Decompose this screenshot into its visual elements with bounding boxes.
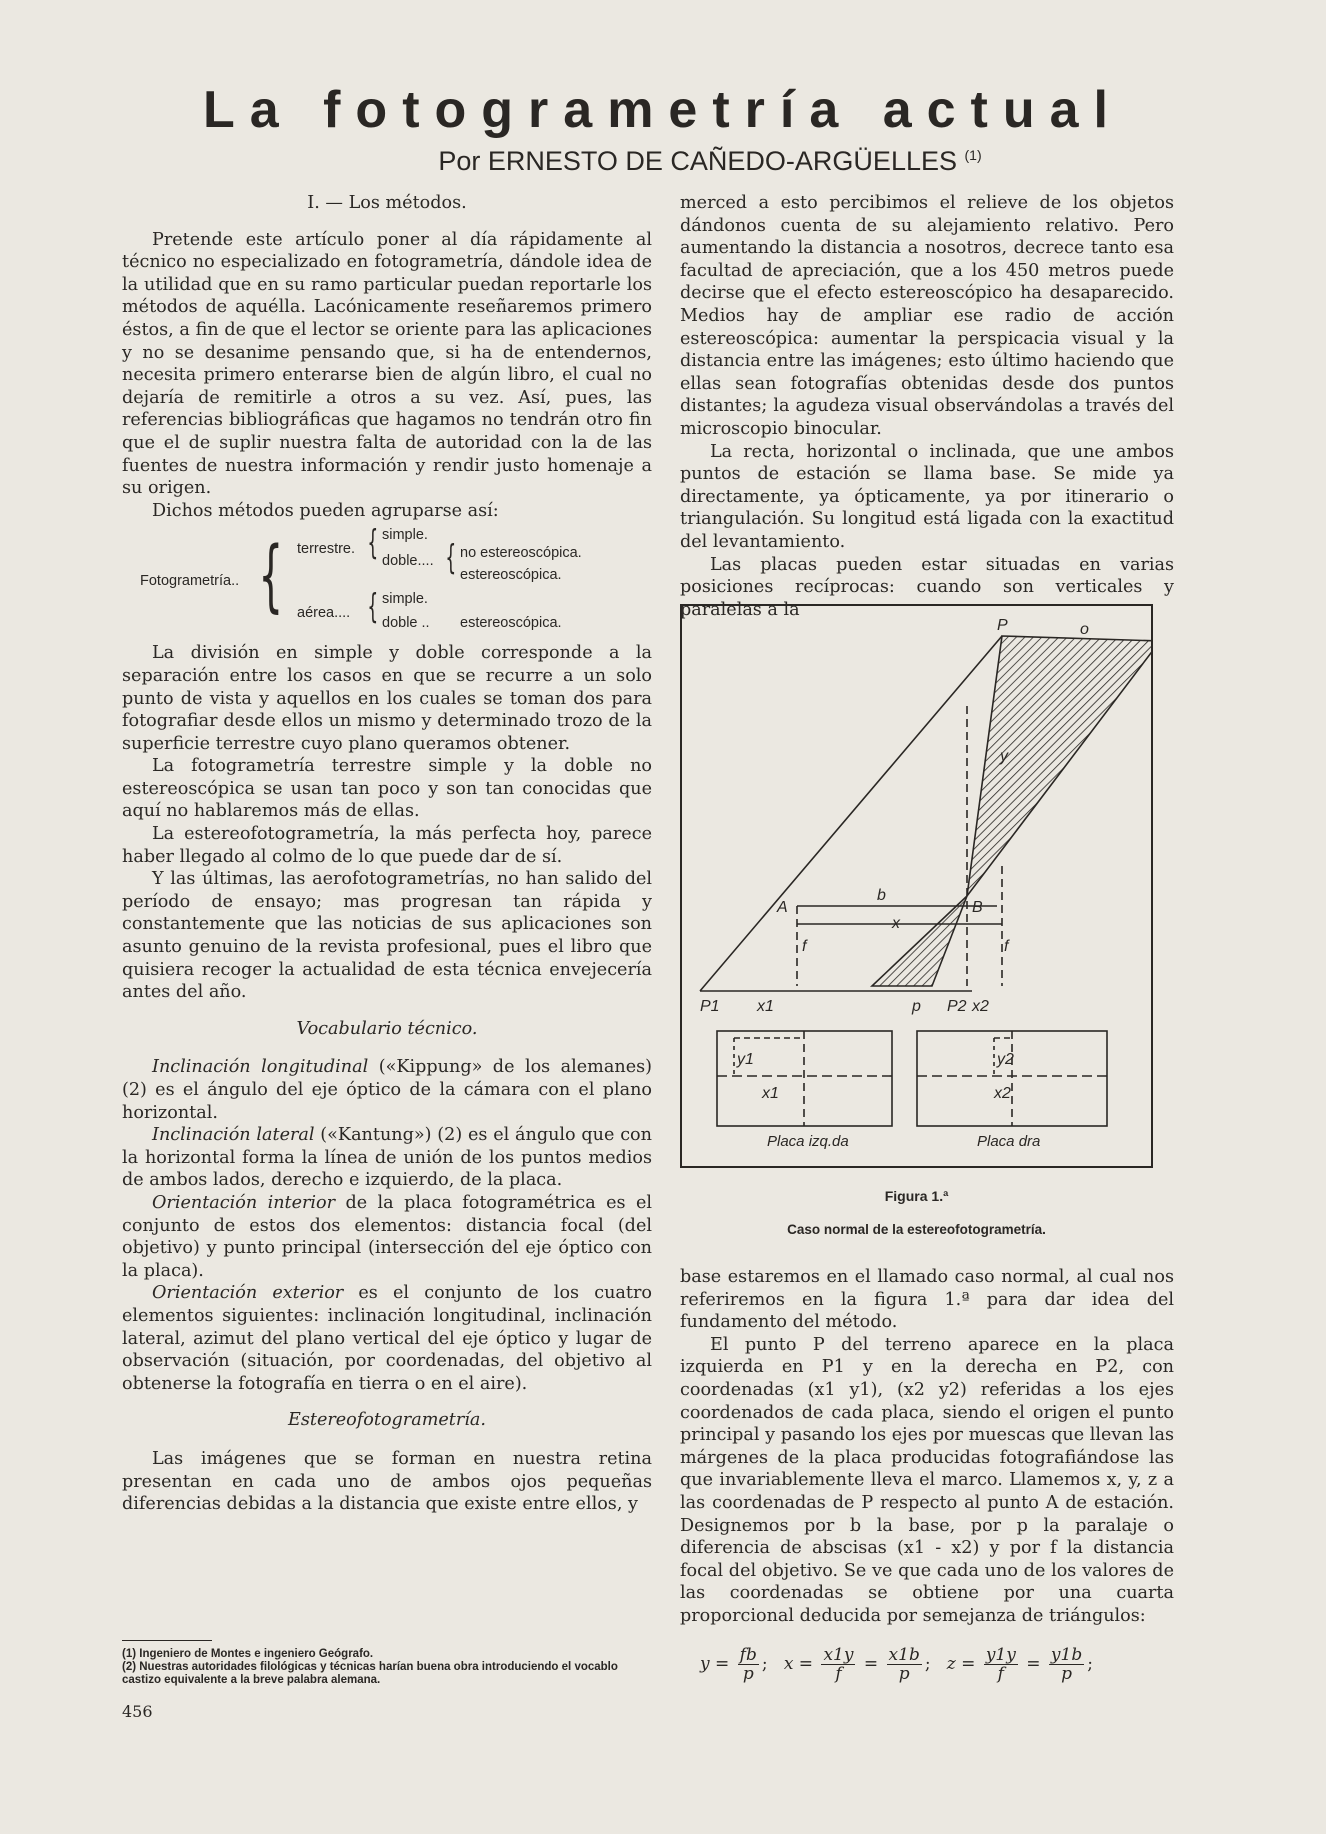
section-heading: I. — Los métodos. <box>307 193 467 213</box>
paragraph: La recta, horizontal o inclinada, que une ambos puntos de estación se llama base. Se mide ya directamente, ya ópticamente, ya por itinerario o triangulación. Su longitud está ligada con la exactitud del levantamiento. <box>680 441 1174 552</box>
hatched-area-bottom <box>872 896 967 986</box>
label-P: P <box>997 617 1008 634</box>
paragraph: Las placas pueden estar situadas en varias posiciones recíprocas: cuando son verticales y paralelas a la <box>680 554 1174 620</box>
figure-subcaption: Caso normal de la estereofotogrametría. <box>787 1222 1046 1237</box>
paragraph: merced a esto percibimos el relieve de los objetos dándonos cuenta de su alejamiento relativo. Pero aumentando la distancia a nosotros, decrece tanto esa facultad de apreciación, que a los 450 metros puede decirse que el efecto estereoscópico ha desaparecido. Medios hay de ampliar ese radio de acción estereoscópica: aumentar la perspicacia visual y la distancia entre las imágenes; esto último haciendo que ellas sean fotografías obtenidas desde dos puntos distantes; la agudeza visual observándolas a través del microscopio binocular. <box>680 193 1174 439</box>
class-aerea: aérea.... <box>297 605 351 622</box>
eq-den: p <box>742 1664 754 1684</box>
placa-izq-label: Placa izq.da <box>767 1133 849 1150</box>
ray-left <box>700 636 1002 991</box>
vocab-entry <box>122 1192 652 1282</box>
label-f: f <box>802 938 807 955</box>
right-column-bottom <box>680 1266 1174 1628</box>
footnote-1: (1) Ingeniero de Montes e ingeniero Geógrafo. <box>122 1648 374 1660</box>
label-y: y <box>1000 748 1008 765</box>
class-doble-1: doble.... <box>382 553 434 570</box>
label-p: p <box>912 998 921 1015</box>
brace: { <box>367 587 379 628</box>
paragraph: La estereofotogrametría, la más perfecta hoy, parece haber llegado al colmo de lo que puede dar de sí. <box>122 824 652 867</box>
hatched-area-top <box>967 636 1151 896</box>
paragraph: base estaremos en el llamado caso normal, al cual nos referiremos en la figura 1.ª para dar idea del fundamento del método. <box>680 1267 1174 1333</box>
article-title: La fotogrametría actual <box>202 81 1124 139</box>
left-column <box>122 192 652 1516</box>
class-simple-2: simple. <box>382 591 428 608</box>
label-x2: x2 <box>972 998 989 1015</box>
estereo-heading: Estereofotogrametría. <box>288 1410 486 1431</box>
author: Por ERNESTO DE CAÑEDO-ARGÜELLES <box>438 146 957 176</box>
footnote-rule <box>122 1640 212 1641</box>
label-x1: x1 <box>757 998 774 1015</box>
brace: { <box>445 538 457 579</box>
class-estereo-2: estereoscópica. <box>460 615 562 632</box>
vocab-text: («Kippung» de los alemanes) (2) es el ángulo del eje óptico de la cámara con el plano horizontal. <box>122 1057 652 1123</box>
class-terrestre: terrestre. <box>297 541 356 558</box>
paragraph: Y las últimas, las aerofotogrametrías, no han salido del período de ensayo; mas progresan tan rápida y constantemente que las noticias de sus aplicaciones son asunto genuino de la revista profesional, pues el libro que quisiera recoger la actualidad de esta técnica envejecería antes del año. <box>122 869 652 1003</box>
label-x1-plate: x1 <box>762 1085 779 1102</box>
vocab-term: Orientación interior <box>152 1192 336 1213</box>
paragraph: La división en simple y doble corresponde a la separación entre los casos en que se recurre a un solo punto de vista y aquellos en los cuales se toman dos para fotografiar desde ellos un mismo y determinado trozo de la superficie terrestre cuyo plano queramos obtener. <box>122 643 652 754</box>
figure-1 <box>680 604 1153 1168</box>
vocab-heading: Vocabulario técnico. <box>296 1018 478 1039</box>
label-y1: y1 <box>737 1051 754 1068</box>
eq-x: x = <box>783 1654 814 1674</box>
class-doble-2: doble .. <box>382 615 430 632</box>
author-note: (1) <box>964 147 982 163</box>
footnote-2: (2) Nuestras autoridades filológicas y técnicas harían buena obra introduciendo el vocablo castizo equivalente a la breve palabra alemana. <box>122 1661 618 1686</box>
eq-y: y = <box>700 1654 730 1674</box>
class-estereo-1: estereoscópica. <box>460 567 562 584</box>
vocab-entry <box>122 1124 652 1192</box>
label-x2-plate: x2 <box>994 1085 1011 1102</box>
footnotes <box>122 1648 652 1687</box>
vocab-term: Orientación exterior <box>152 1283 344 1304</box>
vocab-entry <box>122 1282 652 1395</box>
vocab-term: Inclinación lateral <box>152 1125 315 1146</box>
label-f2: f <box>1004 938 1009 955</box>
class-no-estereo: no estereoscópica. <box>460 545 582 562</box>
paragraph: Las imágenes que se forman en nuestra retina presentan en cada uno de ambos ojos pequeñas diferencias debidas a la distancia que existe entre ellos, y <box>122 1448 652 1515</box>
label-x: x <box>892 915 900 932</box>
label-b: b <box>877 887 886 904</box>
equations: y = $\frac{fb}{p}$ ; x = $\frac{x1y}{f}$ = $\frac{x1b}{p}$ ; z = $\frac{y1y}{f}$ = $\frac{y1b}{p}$ ; <box>700 1645 1093 1684</box>
label-A: A <box>777 899 788 916</box>
eq-num: fb <box>739 1645 757 1665</box>
paragraph: Pretende este artículo poner al día rápidamente al técnico no especializado en fotogrametría, dándole idea de la utilidad que en su ramo particular puedan reportarle los métodos de aquélla. Lacónicamente reseñaremos primero éstos, a fin de que el lector se oriente para las aplicaciones y no se desanime pensando que, si ha de entendernos, necesita primero enterarse bien de algún libro, el cual no dejaría de remitirle a otros a su vez. Así, pues, las referencias bibliográficas que hagamos no tendrán otro fin que el de suplir nuestra falta de autoridad con la de las fuentes de nuestra información y rendir justo homenaje a su origen. <box>122 229 652 499</box>
stereo-diagram <box>682 606 1151 1166</box>
paragraph: La fotogrametría terrestre simple y la doble no estereoscópica se usan tan poco y son tan conocidas que aquí no hablaremos más de ellas. <box>122 756 652 822</box>
label-o: o <box>1080 621 1089 638</box>
paragraph: El punto P del terreno aparece en la placa izquierda en P1 y en la derecha en P2, con coordenadas (x1 y1), (x2 y2) referidas a los ejes coordenados de cada placa, siendo el origen el punto principal y pasando los ejes por muescas que llevan las márgenes de la placa producidas fotografiándose las que invariablemente lleva el marco. Llamemos x, y, z a las coordenadas de P respecto al punto A de estación. Designemos por b la base, por p la paralaje o diferencia de abscisas (x1 - x2) y por f la distancia focal del objetivo. Se ve que cada uno de los valores de las coordenadas se obtiene por una cuarta proporcional deducida por semejanza de triángulos: <box>680 1334 1174 1626</box>
paragraph: Dichos métodos pueden agruparse así: <box>152 500 499 521</box>
brace: { <box>367 523 379 564</box>
vocab-entry <box>122 1056 652 1124</box>
figure-caption: Figura 1.ª <box>884 1188 949 1204</box>
label-y2: y2 <box>997 1051 1014 1068</box>
vocab-text: de la placa fotogramétrica es el conjunto de estos dos elementos: distancia focal (del objetivo) y punto principal (intersección del eje óptico con la placa). <box>122 1192 652 1281</box>
label-B: B <box>972 899 983 916</box>
class-simple-1: simple. <box>382 527 428 544</box>
label-P1: P1 <box>700 998 720 1015</box>
class-root: Fotogrametría.. <box>140 573 240 590</box>
brace: { <box>258 531 284 622</box>
page-number: 456 <box>122 1702 153 1721</box>
right-column-top <box>680 192 1174 621</box>
placa-dra-label: Placa dra <box>977 1133 1041 1150</box>
byline <box>390 146 1030 177</box>
vocab-text: es el conjunto de los cuatro elementos siguientes: inclinación longitudinal, inclinación lateral, azimut del plano vertical del eje óptico y lugar de observación (situación, por coordenadas, del objetivo al obtenerse la fotografía en tierra o en el aire). <box>122 1283 652 1394</box>
vocab-term: Inclinación longitudinal <box>152 1057 369 1078</box>
classification-scheme <box>122 522 652 642</box>
label-P2: P2 <box>947 998 967 1015</box>
eq-z: z = <box>946 1654 976 1674</box>
vocab-text: («Kantung») (2) es el ángulo que con la horizontal forma la línea de unión de los puntos medios de ambos lados, derecho e izquierdo, de la placa. <box>122 1125 652 1191</box>
